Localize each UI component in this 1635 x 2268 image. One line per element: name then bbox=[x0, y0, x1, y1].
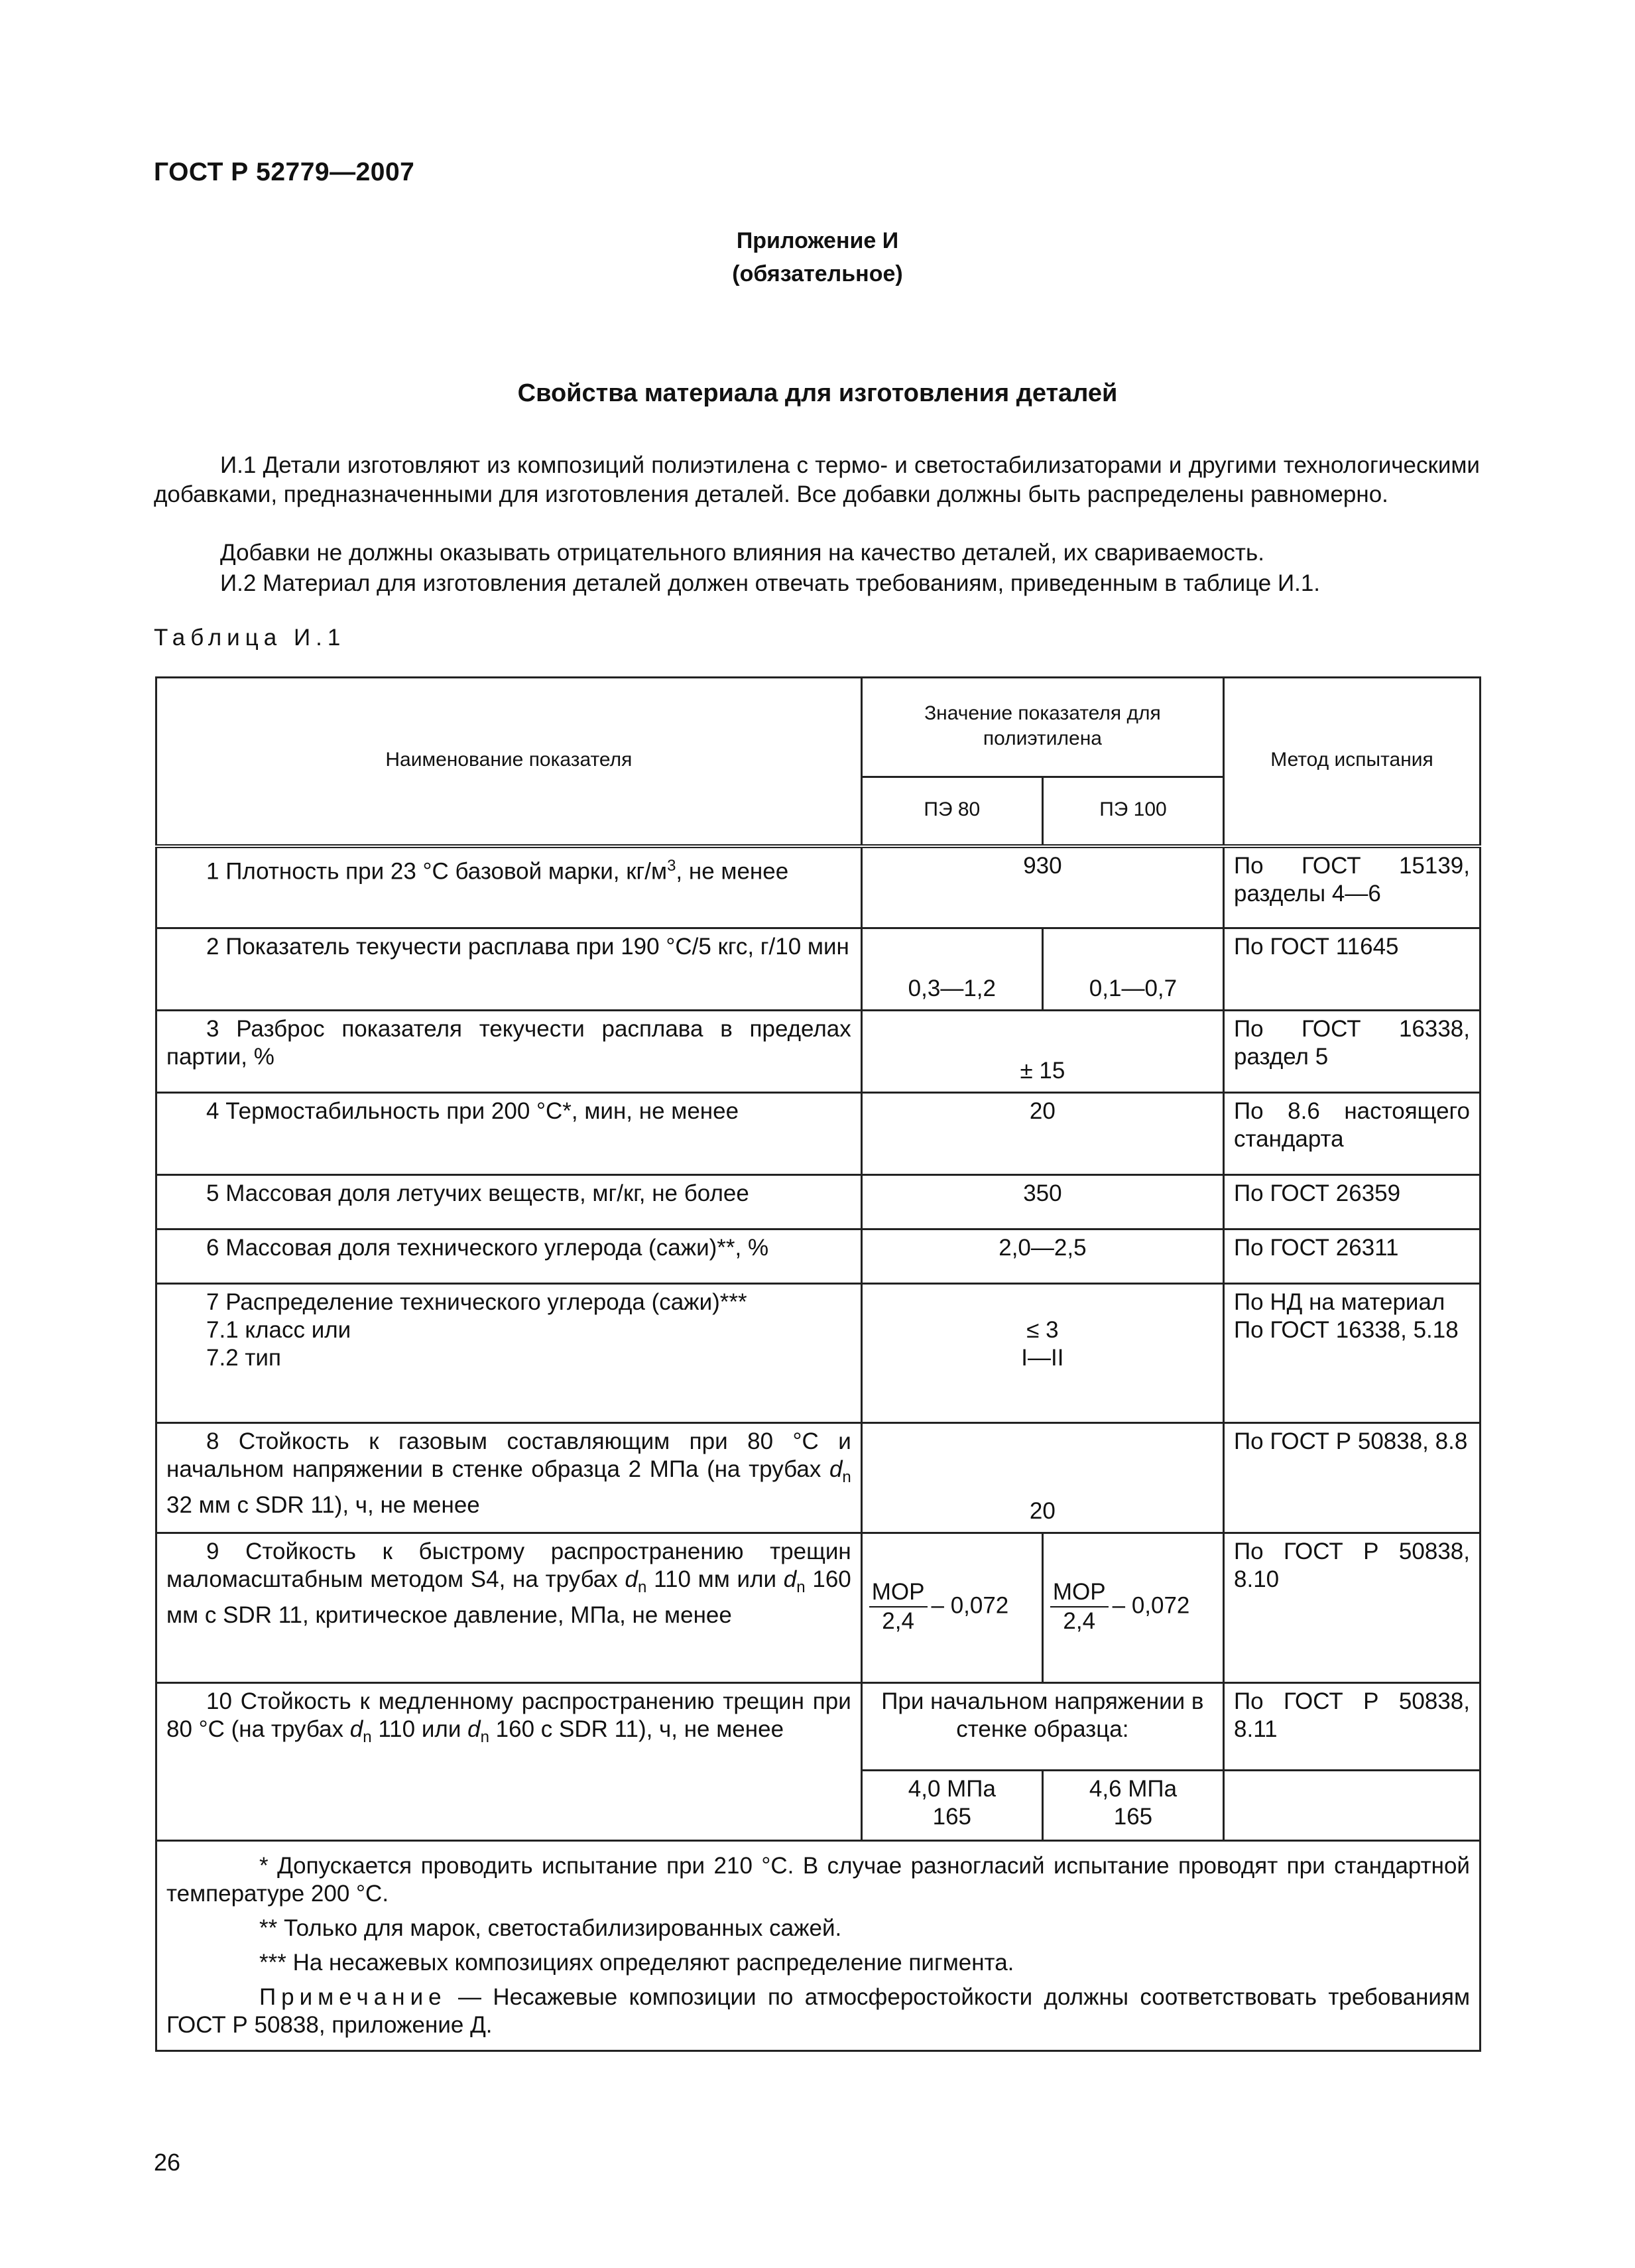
row-3-value: ± 15 bbox=[861, 1011, 1223, 1093]
mop-fraction: $\frac{\text{MOP}}{2,4}$ bbox=[1050, 1578, 1109, 1635]
table-row bbox=[156, 1533, 1481, 1683]
row-3-name: 3 Разброс показателя текучести расплава в пределах партии, % bbox=[156, 1011, 862, 1093]
header-method: Метод испытания bbox=[1224, 678, 1481, 846]
table-row bbox=[156, 1284, 1481, 1423]
row-1-value: 930 bbox=[861, 846, 1223, 928]
footnote-2: ** Только для марок, светостабилизированных сажей. bbox=[259, 1915, 842, 1941]
row-7-method-1: По НД на материал bbox=[1234, 1289, 1445, 1315]
row-7-name bbox=[156, 1284, 862, 1423]
document-code: ГОСТ Р 52779—2007 bbox=[154, 158, 415, 186]
row-8-value: 20 bbox=[861, 1423, 1223, 1533]
row-2-pe100: 0,1—0,7 bbox=[1042, 928, 1223, 1011]
row-7-method-2: По ГОСТ 16338, 5.18 bbox=[1234, 1317, 1459, 1343]
row-4-name: 4 Термостабильность при 200 °С*, мин, не менее bbox=[156, 1093, 862, 1175]
paragraph-2: Добавки не должны оказывать отрицательного влияния на качество деталей, их свариваемость. bbox=[220, 540, 1264, 566]
row-1-name: 1 Плотность при 23 °С базовой марки, $кг/м^3$, не менее bbox=[156, 846, 862, 928]
row-10-method-empty bbox=[1224, 1771, 1481, 1841]
row-10-pe80-value: 165 bbox=[932, 1804, 972, 1830]
row-7-method bbox=[1224, 1284, 1481, 1423]
paragraph-3: И.2 Материал для изготовления деталей должен отвечать требованиям, приведенным в таблице И.1. bbox=[220, 570, 1321, 596]
table-row bbox=[156, 1175, 1481, 1229]
row-7-title: 7 Распределение технического углерода (сажи)*** bbox=[206, 1289, 747, 1315]
table-row bbox=[156, 1011, 1481, 1093]
row-10-pe80-stress: 4,0 МПа bbox=[908, 1776, 996, 1802]
row-10-name: 10 Стойкость к медленному распространению трещин при 80 °С (на трубах $d_n$ 110 или $d_n$ 160 с SDR 11), ч, не менее bbox=[156, 1683, 862, 1841]
properties-table bbox=[155, 676, 1481, 2052]
row-1-method: По ГОСТ 15139, разделы 4—6 bbox=[1224, 846, 1481, 928]
row-9-name: 9 Стойкость к быстрому распространению трещин маломасштабным методом S4, на трубах $d_n$ 110 мм или $d_n$ 160 мм с SDR 11, критическое давление, МПа, не менее bbox=[156, 1533, 862, 1683]
row-5-value: 350 bbox=[861, 1175, 1223, 1229]
appendix-title: Приложение И bbox=[736, 228, 899, 253]
note-label: Примечание bbox=[259, 1984, 447, 2010]
header-pe80: ПЭ 80 bbox=[861, 777, 1042, 846]
table-note bbox=[166, 1984, 1470, 2039]
mop-fraction: $\frac{\text{MOP}}{2,4}$ bbox=[869, 1578, 928, 1635]
note-text: — Несажевые композиции по атмосферостойкости должны соответствовать требованиям ГОСТ Р 50838, приложение Д. bbox=[166, 1984, 1470, 2038]
paragraph-1: И.1 Детали изготовляют из композиций полиэтилена с термо- и светостабилизаторами и другими технологическими добавками, предназначенными для изготовления деталей. Все добавки должны быть распределены равномерно. bbox=[154, 452, 1480, 507]
appendix-status: (обязательное) bbox=[732, 261, 903, 286]
row-9-pe80: $\frac{\text{MOP}}{2,4}$ – 0,072 bbox=[861, 1533, 1042, 1683]
table-row bbox=[156, 1683, 1481, 1771]
row-7-value-1: ≤ 3 bbox=[1026, 1317, 1059, 1343]
row-6-method: По ГОСТ 26311 bbox=[1224, 1229, 1481, 1284]
footnote-3: *** На несажевых композициях определяют распределение пигмента. bbox=[259, 1950, 1014, 1976]
row-4-method: По 8.6 настоящего стандарта bbox=[1224, 1093, 1481, 1175]
row-10-pe100-value: 165 bbox=[1113, 1804, 1153, 1830]
row-5-method: По ГОСТ 26359 bbox=[1224, 1175, 1481, 1229]
row-10-pe100 bbox=[1042, 1771, 1223, 1841]
table-notes bbox=[156, 1841, 1481, 2051]
table-row bbox=[156, 846, 1481, 928]
table-row bbox=[156, 1423, 1481, 1533]
row-10-value-head: При начальном напряжении в стенке образца: bbox=[861, 1683, 1223, 1771]
footnote-1: * Допускается проводить испытание при 210 °С. В случае разногласий испытание проводят при стандартной температуре 200 °С. bbox=[166, 1853, 1470, 1907]
row-10-pe80 bbox=[861, 1771, 1042, 1841]
row-9-method: По ГОСТ Р 50838, 8.10 bbox=[1224, 1533, 1481, 1683]
row-9-pe100: $\frac{\text{MOP}}{2,4}$ – 0,072 bbox=[1042, 1533, 1223, 1683]
row-10-method: По ГОСТ Р 50838, 8.11 bbox=[1224, 1683, 1481, 1771]
table-notes-row bbox=[156, 1841, 1481, 2051]
row-7-value-2: I—II bbox=[1021, 1345, 1064, 1371]
row-8-name: 8 Стойкость к газовым составляющим при 80 °С и начальном напряжении в стенке образца 2 МПа (на трубах $d_n$ 32 мм с SDR 11), ч, не менее bbox=[156, 1423, 862, 1533]
table-caption: Таблица И.1 bbox=[154, 625, 346, 651]
row-3-method: По ГОСТ 16338, раздел 5 bbox=[1224, 1011, 1481, 1093]
table-header-row bbox=[156, 678, 1481, 777]
row-7-value bbox=[861, 1284, 1223, 1423]
row-10-pe100-stress: 4,6 МПа bbox=[1089, 1776, 1178, 1802]
row-2-name: 2 Показатель текучести расплава при 190 °С/5 кгс, г/10 мин bbox=[156, 928, 862, 1011]
page-number: 26 bbox=[154, 2149, 181, 2176]
row-6-value: 2,0—2,5 bbox=[861, 1229, 1223, 1284]
table-row bbox=[156, 928, 1481, 1011]
header-pe100: ПЭ 100 bbox=[1042, 777, 1223, 846]
header-value: Значение показателя для полиэтилена bbox=[861, 678, 1223, 777]
table-row bbox=[156, 1093, 1481, 1175]
row-7-sub2: 7.2 тип bbox=[206, 1345, 281, 1371]
section-title: Свойства материала для изготовления деталей bbox=[517, 379, 1118, 407]
row-8-method: По ГОСТ Р 50838, 8.8 bbox=[1224, 1423, 1481, 1533]
row-4-value: 20 bbox=[861, 1093, 1223, 1175]
table-row bbox=[156, 1229, 1481, 1284]
row-6-name: 6 Массовая доля технического углерода (сажи)**, % bbox=[156, 1229, 862, 1284]
row-2-pe80: 0,3—1,2 bbox=[861, 928, 1042, 1011]
row-5-name: 5 Массовая доля летучих веществ, мг/кг, не более bbox=[156, 1175, 862, 1229]
row-2-method: По ГОСТ 11645 bbox=[1224, 928, 1481, 1011]
header-name: Наименование показателя bbox=[156, 678, 862, 846]
row-7-sub1: 7.1 класс или bbox=[206, 1317, 351, 1343]
